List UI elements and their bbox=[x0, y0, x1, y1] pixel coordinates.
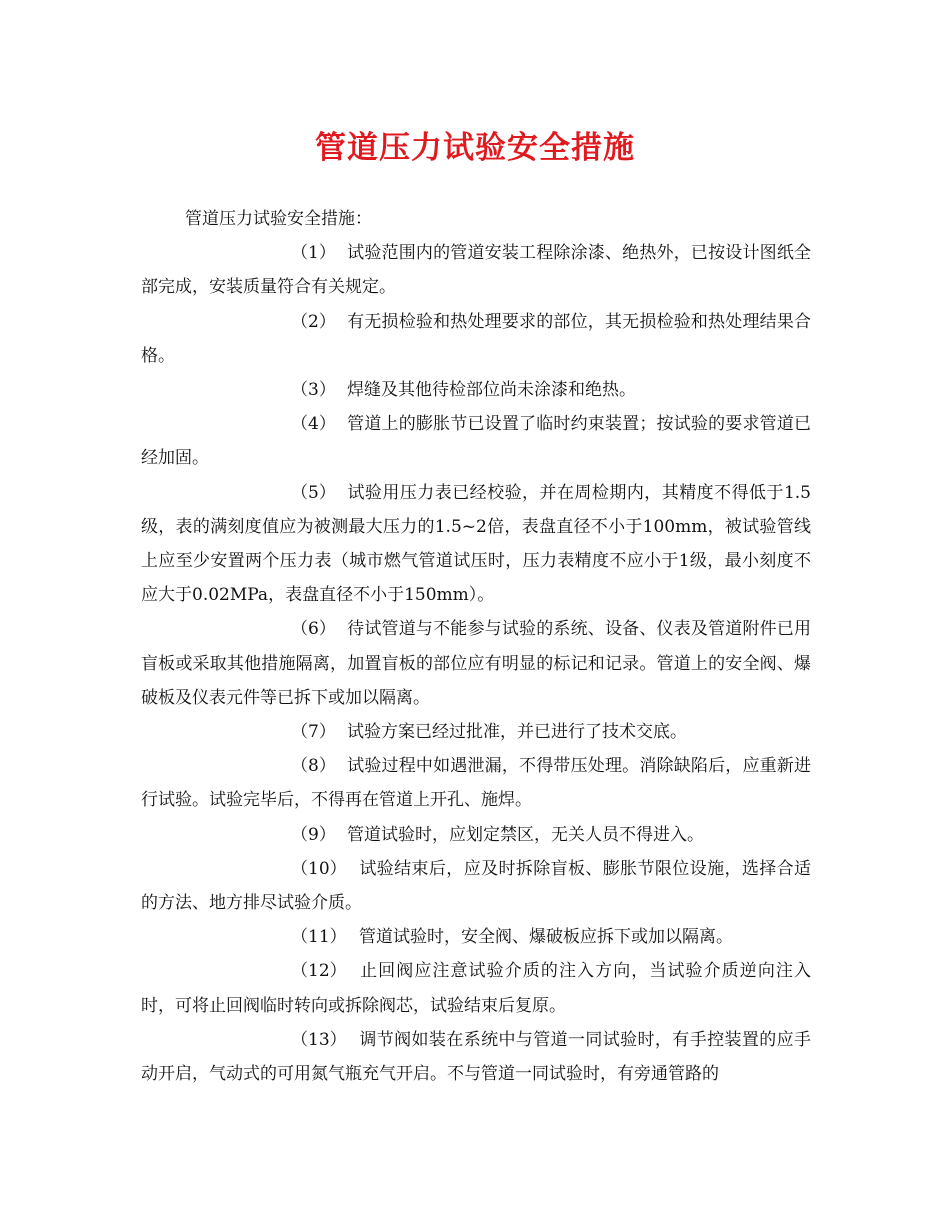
measure-item-8 bbox=[141, 749, 811, 817]
item-number: （6） bbox=[291, 619, 336, 640]
item-number: （2） bbox=[291, 311, 336, 332]
item-number: （10） bbox=[291, 858, 347, 879]
item-text: 管道上的膨胀节已设置了临时约束装置；按试验的要求管道已经加固。 bbox=[141, 414, 811, 469]
measure-item-5 bbox=[141, 476, 811, 613]
item-text: 管道试验时，应划定禁区，无关人员不得进入。 bbox=[347, 824, 704, 845]
measure-item-7 bbox=[141, 715, 811, 749]
item-text: 待试管道与不能参与试验的系统、设备、仪表及管道附件已用盲板或采取其他措施隔离，加置盲板的部位应有明显的标记和记录。管道上的安全阀、爆破板及仪表元件等已拆下或加以隔离。 bbox=[141, 619, 811, 708]
item-number: （12） bbox=[291, 961, 347, 982]
measure-item-13 bbox=[141, 1023, 811, 1091]
item-text: 调节阀如装在系统中与管道一同试验时，有手控装置的应手动开启，气动式的可用氮气瓶充气开启。不与管道一同试验时，有旁通管路的 bbox=[141, 1029, 811, 1085]
measure-item-6 bbox=[141, 612, 811, 715]
measure-item-2 bbox=[141, 305, 811, 373]
item-text: 止回阀应注意试验介质的注入方向，当试验介质逆向注入时，可将止回阀临时转向或拆除阀芯，试验结束后复原。 bbox=[141, 961, 811, 1016]
item-text: 试验结束后，应及时拆除盲板、膨胀节限位设施，选择合适的方法、地方排尽试验介质。 bbox=[141, 858, 811, 914]
item-number: （13） bbox=[291, 1029, 347, 1050]
measure-item-12 bbox=[141, 954, 811, 1022]
item-number: （5） bbox=[291, 482, 336, 503]
measure-item-4 bbox=[141, 407, 811, 475]
intro-line: 管道压力试验安全措施： bbox=[185, 209, 372, 229]
measure-item-1 bbox=[141, 236, 811, 304]
item-number: （1） bbox=[291, 243, 336, 264]
measure-item-9 bbox=[141, 818, 811, 852]
item-number: （3） bbox=[291, 380, 336, 401]
item-number: （8） bbox=[291, 756, 336, 777]
item-text: 试验过程中如遇泄漏，不得带压处理。消除缺陷后，应重新进行试验。试验完毕后，不得再在管道上开孔、施焊。 bbox=[141, 756, 811, 811]
item-number: （11） bbox=[291, 927, 347, 948]
item-text: 试验范围内的管道安装工程除涂漆、绝热外，已按设计图纸全部完成，安装质量符合有关规定。 bbox=[141, 243, 811, 298]
document-title: 管道压力试验安全措施 bbox=[315, 130, 635, 166]
item-text: 焊缝及其他待检部位尚未涂漆和绝热。 bbox=[347, 380, 636, 401]
measure-item-11 bbox=[141, 920, 811, 954]
measure-item-3 bbox=[141, 373, 811, 407]
item-number: （7） bbox=[291, 722, 336, 743]
item-text: 有无损检验和热处理要求的部位，其无损检验和热处理结果合格。 bbox=[141, 311, 811, 366]
measure-item-10 bbox=[141, 852, 811, 920]
item-text: 试验方案已经过批准，并已进行了技术交底。 bbox=[347, 722, 687, 743]
item-text: 试验用压力表已经校验，并在周检期内，其精度不得低于1.5级，表的满刻度值应为被测最大压力的1.5~2倍，表盘直径不小于100mm，被试验管线上应至少安置两个压力表（城市燃气管道试压时，压力表精度不应小于1级，最小刻度不应大于0.02MPa，表盘直径不小于150mm）。 bbox=[141, 482, 811, 606]
item-number: （4） bbox=[291, 414, 336, 435]
item-text: 管道试验时，安全阀、爆破板应拆下或加以隔离。 bbox=[359, 927, 733, 948]
document-body bbox=[141, 202, 811, 1091]
item-number: （9） bbox=[291, 824, 336, 845]
